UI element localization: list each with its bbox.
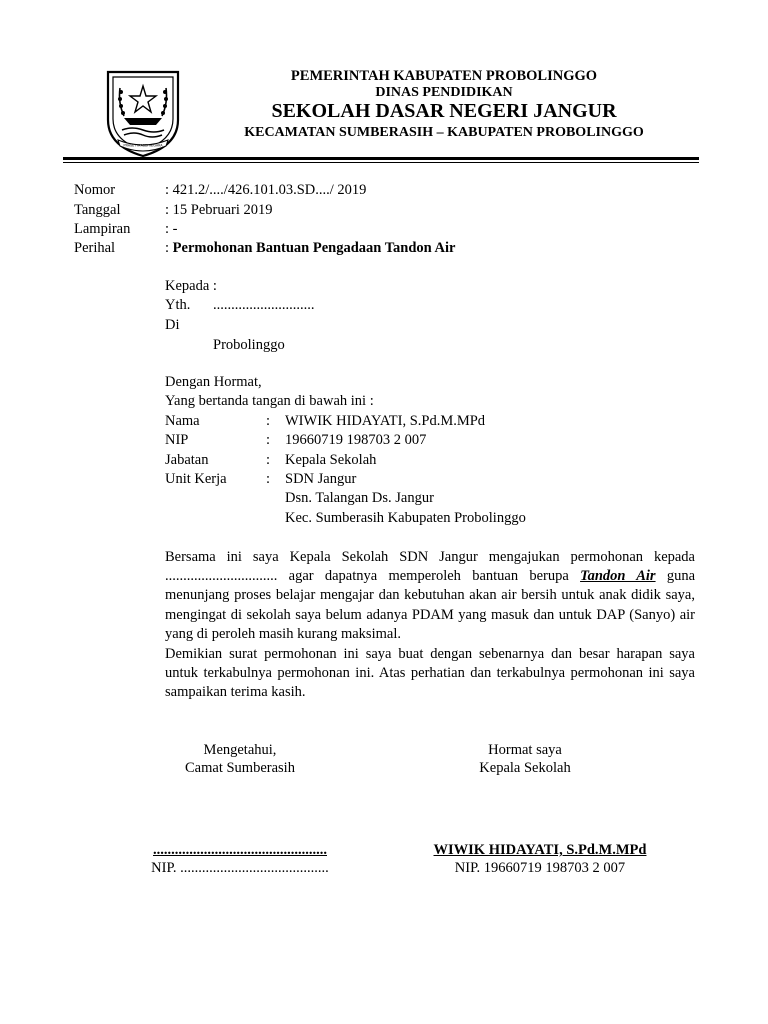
- identity-value-nama: WIWIK HIDAYATI, S.Pd.M.MPd: [285, 413, 486, 429]
- address-city: Probolinggo: [213, 337, 285, 353]
- identity-label-jabatan: Jabatan: [165, 452, 209, 468]
- identity-colon: :: [266, 432, 271, 448]
- address-yth: Yth.: [165, 297, 191, 313]
- meta-label-lampiran: Lampiran: [74, 221, 131, 237]
- address-kepada: Kepada :: [165, 278, 217, 294]
- body-request-text: Bersama ini saya Kepala Sekolah SDN Jangur mengajukan permohonan kepada ............................... agar dapatnya memperoleh bantuan berupa: [165, 549, 695, 585]
- signature-right-line1: Hormat saya: [488, 742, 562, 758]
- meta-value-perihal: [165, 240, 456, 257]
- identity-unit-address-1: Dsn. Talangan Ds. Jangur: [285, 490, 434, 506]
- meta-value-lampiran: : -: [165, 221, 178, 237]
- perihal-subject: Permohonan Bantuan Pengadaan Tandon Air: [172, 240, 456, 256]
- meta-label-nomor: Nomor: [74, 182, 116, 198]
- address-di: Di: [165, 317, 180, 333]
- address-yth-dots: ............................: [213, 297, 315, 313]
- body-request-text-cont: guna menunjang proses belajar mengajar dan kebutuhan akan air bersih untuk anak didik saya, mengingat di sekolah saya belum adanya PDAM yang masuk dan untuk DAP (Sanyo) air yang di peroleh masih kurang maksimal.: [165, 568, 696, 642]
- body-highlight-tandon-air: Tandon Air: [580, 568, 656, 585]
- meta-value-nomor: : 421.2/..../426.101.03.SD..../ 2019: [165, 182, 367, 198]
- perihal-colon: :: [165, 240, 173, 256]
- intro-line: Yang bertanda tangan di bawah ini :: [165, 393, 374, 409]
- identity-colon: :: [266, 471, 271, 487]
- meta-label-tanggal: Tanggal: [74, 202, 121, 218]
- identity-label-unit-kerja: Unit Kerja: [165, 471, 227, 487]
- meta-value-tanggal: : 15 Pebruari 2019: [165, 202, 273, 218]
- identity-value-nip: 19660719 198703 2 007: [285, 432, 427, 448]
- signature-left-line2: Camat Sumberasih: [185, 760, 295, 776]
- letterhead-divider-thin: [63, 162, 699, 163]
- identity-colon: :: [266, 452, 271, 468]
- signature-left-nip: NIP. .........................................: [151, 860, 329, 876]
- identity-colon: :: [266, 413, 271, 429]
- body-paragraph-request: [165, 548, 695, 644]
- identity-unit-address-2: Kec. Sumberasih Kabupaten Probolinggo: [285, 510, 526, 526]
- identity-value-jabatan: Kepala Sekolah: [285, 452, 377, 468]
- meta-label-perihal: Perihal: [74, 240, 116, 256]
- body-paragraph-closing: Demikian surat permohonan ini saya buat dengan sebenarnya dan besar harapan saya untuk terkabulnya permohonan ini. Atas perhatian dan terkabulnya permohonan ini saya sampaikan terima kasih.: [165, 646, 695, 701]
- signature-right-line2: Kepala Sekolah: [479, 760, 571, 776]
- kop-department-line: DINAS PENDIDIKAN: [375, 85, 513, 100]
- signature-right-name: WIWIK HIDAYATI, S.Pd.M.MPd: [433, 842, 647, 858]
- kop-government-line: PEMERINTAH KABUPATEN PROBOLINGGO: [290, 68, 598, 84]
- identity-label-nip: NIP: [165, 432, 189, 448]
- identity-value-unit-kerja: SDN Jangur: [285, 471, 357, 487]
- kop-address-line: KECAMATAN SUMBERASIH – KABUPATEN PROBOLINGGO: [244, 125, 644, 140]
- letterhead-divider-thick: [63, 157, 699, 160]
- identity-label-nama: Nama: [165, 413, 200, 429]
- greeting: Dengan Hormat,: [165, 374, 262, 390]
- kop-school-name: SEKOLAH DASAR NEGERI JANGUR: [271, 100, 617, 122]
- signature-right-nip: NIP. 19660719 198703 2 007: [454, 860, 626, 876]
- signature-left-name: ................................................: [153, 842, 327, 858]
- logo-motto: PRASETYA ABDI NEGARA: [123, 143, 163, 148]
- signature-left-line1: Mengetahui,: [203, 742, 277, 758]
